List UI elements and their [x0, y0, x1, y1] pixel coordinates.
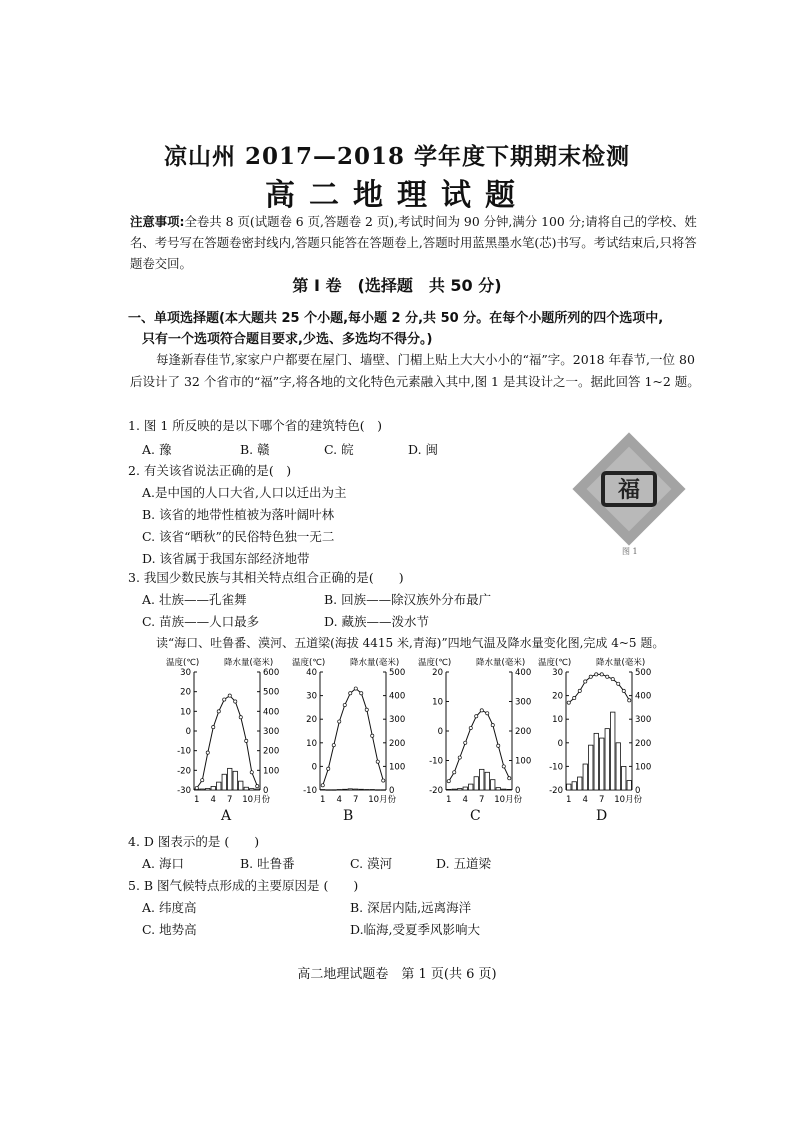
temperature-point [469, 726, 472, 729]
q4-option-b: B. 吐鲁番 [240, 856, 295, 871]
precip-bar [326, 790, 330, 791]
precip-tick-label: 0 [389, 786, 395, 796]
precip-tick-label: 100 [389, 762, 406, 773]
temperature-point [573, 696, 576, 699]
climate-chart-d [536, 656, 664, 810]
precip-tick-label: 500 [263, 687, 280, 698]
precip-bar [365, 790, 369, 791]
q1-option-c: C. 皖 [324, 442, 354, 457]
month-tick-label: 10月份 [494, 795, 523, 805]
precip-tick-label: 300 [515, 697, 532, 708]
precip-bar [376, 790, 380, 791]
precip-bar [611, 712, 615, 790]
temp-tick-label: 20 [432, 668, 443, 678]
month-tick-label: 7 [599, 795, 605, 805]
precip-tick-label: 0 [515, 786, 521, 796]
precip-bar [359, 789, 363, 790]
month-tick-label: 1 [446, 795, 452, 805]
temperature-point [201, 779, 204, 782]
temp-tick-label: 20 [552, 691, 563, 702]
q4-option-a: A. 海口 [142, 856, 184, 871]
temp-tick-label: -10 [549, 762, 563, 773]
precip-tick-label: 200 [263, 746, 280, 757]
temp-tick-label: 10 [552, 715, 563, 726]
temperature-point [217, 710, 220, 713]
month-tick-label: 1 [194, 795, 200, 805]
precip-bar [594, 733, 598, 790]
temperature-point [349, 692, 352, 695]
temperature-point [475, 715, 478, 718]
precip-tick-label: 500 [635, 668, 652, 678]
precip-bar [589, 745, 593, 790]
precip-tick-label: 300 [635, 715, 652, 726]
precip-tick-label: 600 [263, 668, 280, 678]
temp-tick-label: 0 [557, 738, 563, 749]
precip-bar [496, 788, 500, 790]
temperature-point [453, 771, 456, 774]
temperature-point [338, 720, 341, 723]
temperature-point [628, 699, 631, 702]
temp-axis-title: 温度(℃) [538, 658, 572, 668]
temperature-point [480, 709, 483, 712]
temperature-point [327, 767, 330, 770]
precip-bar [627, 781, 631, 790]
question-3: 3. 我国少数民族与其相关特点组合正确的是( ) [128, 570, 404, 585]
temperature-point [497, 744, 500, 747]
temperature-point [491, 724, 494, 727]
month-tick-label: 10月份 [614, 795, 643, 805]
precip-bar [239, 781, 243, 790]
temp-tick-label: 20 [306, 715, 317, 726]
month-tick-label: 4 [462, 795, 468, 805]
precip-bar [600, 738, 604, 790]
precip-bar [583, 764, 587, 790]
temp-tick-label: -10 [177, 746, 191, 757]
temperature-point [228, 694, 231, 697]
precip-axis-title: 降水量(毫米) [350, 658, 400, 668]
temp-tick-label: 10 [432, 697, 443, 708]
precip-bar [222, 774, 226, 790]
temperature-point [589, 675, 592, 678]
precip-tick-label: 400 [263, 707, 280, 718]
temperature-point [486, 712, 489, 715]
precip-bar [452, 789, 456, 790]
precip-bar [474, 777, 478, 790]
intro-paragraph-1: 每逢新春佳节,家家户户都要在屋门、墙壁、门楣上贴上大大小小的“福”字。2018 年春节,一位 80 后设计了 32 个省市的“福”字,将各地的文化特色元素融入其中,图 1 是其设计之一。据此回答 1~2 题。 [130, 352, 700, 389]
chart-label-a: A [221, 808, 232, 824]
precip-tick-label: 0 [263, 786, 269, 796]
temperature-point [617, 682, 620, 685]
temp-tick-label: 0 [437, 727, 443, 737]
precip-bar [206, 788, 210, 790]
temperature-point [234, 700, 237, 703]
temp-tick-label: 30 [306, 691, 317, 702]
temperature-point [382, 779, 385, 782]
precip-bar [502, 789, 506, 790]
q2-option-a: A.是中国的人口大省,人口以迁出为主 [142, 485, 347, 500]
precip-tick-label: 400 [515, 668, 532, 678]
precip-bar [255, 789, 259, 790]
climate-chart-b [290, 656, 418, 810]
precip-tick-label: 0 [635, 786, 641, 796]
temperature-point [447, 780, 450, 783]
fu-glyph: 福 [617, 478, 641, 503]
temperature-point [321, 784, 324, 787]
precip-bar [458, 789, 462, 790]
precip-axis-title: 降水量(毫米) [596, 658, 646, 668]
precip-bar [233, 771, 237, 790]
chart-label-d: D [596, 808, 608, 824]
section-heading [128, 308, 708, 350]
month-tick-label: 7 [353, 795, 359, 805]
temp-tick-label: -20 [549, 786, 563, 796]
temp-tick-label: 0 [311, 762, 317, 773]
temperature-point [212, 725, 215, 728]
temperature-point [376, 760, 379, 763]
temperature-point [502, 765, 505, 768]
temp-tick-label: 30 [180, 668, 191, 678]
q1-option-d: D. 闽 [408, 442, 439, 457]
precip-bar [211, 786, 215, 790]
q2-option-c: C. 该省“晒秋”的民俗特色独一无二 [142, 529, 335, 544]
temp-tick-label: -30 [177, 786, 191, 796]
temperature-point [239, 716, 242, 719]
exam-title-line1: 凉山州 2017—2018 学年度下期期末检测 [163, 143, 631, 170]
temperature-point [567, 701, 570, 704]
precip-bar [469, 784, 473, 790]
precip-bar [507, 789, 511, 790]
temperature-point [360, 692, 363, 695]
question-4: 4. D 图表示的是 ( ) [128, 834, 260, 849]
precip-bar [567, 784, 571, 790]
precip-tick-label: 400 [389, 691, 406, 702]
temperature-point [354, 687, 357, 690]
temp-tick-label: 40 [306, 668, 317, 678]
temperature-point [600, 673, 603, 676]
precip-bar [348, 789, 352, 790]
precip-bar [200, 789, 204, 790]
temperature-point [464, 741, 467, 744]
notice [130, 211, 700, 274]
month-tick-label: 4 [336, 795, 342, 805]
temp-tick-label: 0 [185, 727, 191, 737]
q1-option-a: A. 豫 [142, 442, 172, 457]
section-line1: 一、单项选择题(本大题共 25 个小题,每小题 2 分,共 50 分。在每个小题所列的四个选项中, [128, 311, 664, 326]
q5-option-c: C. 地势高 [142, 922, 197, 937]
q5-option-a: A. 纬度高 [142, 900, 197, 915]
chart-label-b: B [343, 808, 354, 824]
temp-tick-label: 10 [306, 738, 317, 749]
precip-tick-label: 100 [515, 756, 532, 767]
q2-option-b: B. 该省的地带性植被为落叶阔叶林 [142, 507, 335, 522]
temp-axis-title: 温度(℃) [166, 658, 200, 668]
precip-tick-label: 200 [635, 738, 652, 749]
precip-bar [228, 768, 232, 790]
precip-bar [447, 789, 451, 790]
q5-option-d: D.临海,受夏季风影响大 [350, 922, 481, 937]
month-tick-label: 7 [227, 795, 233, 805]
precip-tick-label: 400 [635, 691, 652, 702]
temperature-point [245, 739, 248, 742]
precip-bar [605, 729, 609, 790]
temperature-point [611, 677, 614, 680]
temp-tick-label: 20 [180, 687, 191, 698]
q2-option-d: D. 该省属于我国东部经济地带 [142, 551, 310, 566]
temperature-point [195, 786, 198, 789]
notice-text: 全卷共 8 页(试题卷 6 页,答题卷 2 页),考试时间为 90 分钟,满分 100 分;请将自己的学校、姓名、考号写在答题卷密封线内,答题只能答在答题卷上,答题时用蓝黑墨水笔(芯)书写。考试结束后,只将答题卷交回。 [130, 214, 697, 271]
exam-title-subject: 高二地理试题 [265, 178, 529, 213]
precip-axis-title: 降水量(毫米) [224, 658, 274, 668]
precip-bar [485, 772, 489, 790]
month-tick-label: 4 [582, 795, 588, 805]
precip-bar [332, 790, 336, 791]
temperature-point [256, 784, 259, 787]
temperature-point [508, 777, 511, 780]
temperature-point [584, 680, 587, 683]
temp-tick-label: -20 [429, 786, 443, 796]
month-tick-label: 7 [479, 795, 485, 805]
temperature-point [250, 771, 253, 774]
temperature-line [569, 674, 630, 702]
temp-tick-label: 10 [180, 707, 191, 718]
notice-label: 注意事项: [130, 214, 185, 229]
precip-tick-label: 200 [389, 738, 406, 749]
temp-tick-label: -10 [429, 756, 443, 767]
precip-tick-label: 500 [389, 668, 406, 678]
temp-tick-label: 30 [552, 668, 563, 678]
month-tick-label: 10月份 [242, 795, 271, 805]
temperature-point [606, 675, 609, 678]
temp-tick-label: -10 [303, 786, 317, 796]
precip-bar [217, 782, 221, 790]
q4-option-d: D. 五道梁 [436, 856, 492, 871]
precip-bar [337, 790, 341, 791]
part-title: 第 I 卷 (选择题 共 50 分) [292, 276, 502, 295]
temperature-point [365, 708, 368, 711]
precip-bar [463, 787, 467, 790]
temperature-point [578, 689, 581, 692]
month-tick-label: 10月份 [368, 795, 397, 805]
temperature-line [197, 696, 257, 788]
question-5: 5. B 图气候特点形成的主要原因是 ( ) [128, 878, 359, 893]
month-tick-label: 1 [566, 795, 572, 805]
month-tick-label: 1 [320, 795, 326, 805]
temperature-point [622, 689, 625, 692]
q3-option-c: C. 苗族——人口最多 [142, 614, 260, 629]
section-line2: 只有一个选项符合题目要求,少选、多选均不得分。) [142, 332, 433, 347]
precip-tick-label: 100 [263, 766, 280, 777]
precip-bar [578, 777, 582, 790]
q3-option-b: B. 回族——除汉族外分布最广 [324, 592, 492, 607]
precip-bar [622, 766, 626, 790]
temp-tick-label: -20 [177, 766, 191, 777]
precip-tick-label: 200 [515, 727, 532, 737]
precip-bar [343, 789, 347, 790]
temperature-point [223, 698, 226, 701]
precip-bar [370, 790, 374, 791]
question-1: 1. 图 1 所反映的是以下哪个省的建筑特色( ) [128, 418, 383, 433]
q3-option-a: A. 壮族——孔雀舞 [142, 592, 247, 607]
precip-bar [321, 790, 325, 791]
temperature-point [371, 734, 374, 737]
figure-1-image [571, 431, 687, 547]
figure-1-caption: 图 1 [622, 547, 638, 556]
month-tick-label: 4 [210, 795, 216, 805]
precip-tick-label: 300 [263, 727, 280, 737]
temperature-line [449, 710, 510, 781]
temp-axis-title: 温度(℃) [418, 658, 452, 668]
temperature-point [458, 756, 461, 759]
question-2: 2. 有关该省说法正确的是( ) [128, 463, 292, 478]
intro-paragraph-2: 读“海口、吐鲁番、漠河、五道梁(海拔 4415 米,青海)”四地气温及降水量变化图,完成 4~5 题。 [156, 636, 665, 650]
precip-bar [354, 789, 358, 790]
temperature-point [206, 751, 209, 754]
temp-axis-title: 温度(℃) [292, 658, 326, 668]
page-footer: 高二地理试题卷 第 1 页(共 6 页) [297, 967, 497, 982]
precip-tick-label: 100 [635, 762, 652, 773]
temperature-point [595, 673, 598, 676]
temperature-line [323, 689, 384, 786]
temperature-point [332, 744, 335, 747]
q4-option-c: C. 漠河 [350, 856, 393, 871]
precip-bar [616, 743, 620, 790]
q1-option-b: B. 赣 [240, 442, 270, 457]
precip-tick-label: 300 [389, 715, 406, 726]
precip-bar [381, 790, 385, 791]
precip-bar [244, 787, 248, 790]
chart-label-c: C [470, 808, 481, 824]
precip-bar [250, 789, 254, 790]
precip-bar [480, 769, 484, 790]
climate-chart-c [416, 656, 544, 810]
q5-option-b: B. 深居内陆,远离海洋 [350, 900, 472, 915]
climate-chart-a [164, 656, 292, 810]
q3-option-d: D. 藏族——泼水节 [324, 614, 430, 629]
precip-axis-title: 降水量(毫米) [476, 658, 526, 668]
precip-bar [491, 780, 495, 790]
precip-bar [572, 782, 576, 790]
temperature-point [343, 703, 346, 706]
